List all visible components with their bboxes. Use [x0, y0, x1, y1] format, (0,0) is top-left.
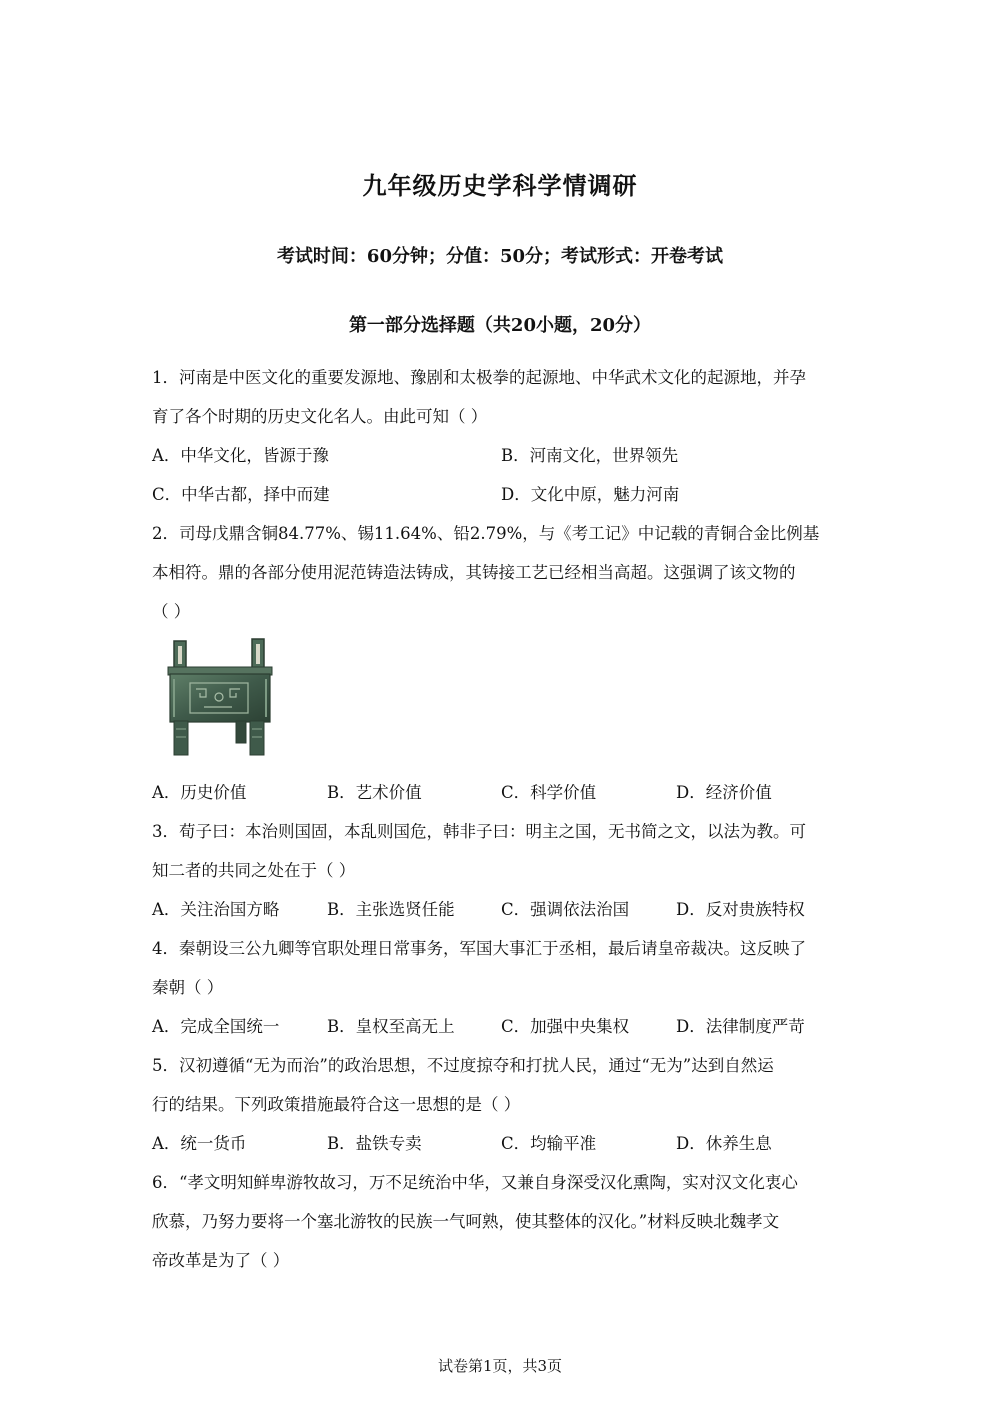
question-5-line-2: 行的结果。下列政策措施最符合这一思想的是（ ）: [152, 1095, 521, 1114]
question-4-option-b: B．皇权至高无上: [327, 1017, 455, 1036]
exam-info: 考试时间：60分钟；分值：50分；考试形式：开卷考试: [276, 246, 724, 267]
question-4-option-d: D．法律制度严苛: [676, 1017, 805, 1036]
question-2-line-1: 2．司母戊鼎含铜84.77%、锡11.64%、铅2.79%，与《考工记》中记载的青铜合金比例基: [152, 524, 820, 543]
question-6-line-3: 帝改革是为了（ ）: [152, 1251, 290, 1270]
question-3-option-a: A．关注治国方略: [152, 900, 280, 919]
question-6-line-1: 6．“孝文明知鲜卑游牧故习，万不足统治中华，又兼自身深受汉化熏陶，实对汉文化衷心: [152, 1173, 798, 1192]
question-5-option-d: D．休养生息: [676, 1134, 772, 1153]
question-5-option-a: A．统一货币: [152, 1134, 247, 1153]
question-3-option-b: B．主张选贤任能: [327, 900, 455, 919]
question-1-option-d: D．文化中原，魅力河南: [501, 485, 680, 504]
question-2-option-b: B．艺术价值: [327, 783, 422, 802]
question-1-option-c: C．中华古都，择中而建: [152, 485, 330, 504]
question-1-line-1: 1．河南是中医文化的重要发源地、豫剧和太极拳的起源地、中华武术文化的起源地，并孕: [152, 368, 806, 387]
question-3-line-2: 知二者的共同之处在于（ ）: [152, 861, 356, 880]
question-2-option-a: A．历史价值: [152, 783, 247, 802]
question-2-line-3: （ ）: [152, 602, 191, 621]
section-title: 第一部分选择题（共20小题，20分）: [348, 315, 652, 336]
question-5-option-c: C．均输平准: [501, 1134, 597, 1153]
question-3-option-d: D．反对贵族特权: [676, 900, 805, 919]
question-1-line-2: 育了各个时期的历史文化名人。由此可知（ ）: [152, 407, 488, 426]
question-4-option-a: A．完成全国统一: [152, 1017, 280, 1036]
question-2-line-2: 本相符。鼎的各部分使用泥范铸造法铸成，其铸接工艺已经相当高超。这强调了该文物的: [152, 563, 796, 582]
question-4-line-2: 秦朝（ ）: [152, 978, 224, 997]
question-3-line-1: 3．荀子曰：本治则国固，本乱则国危，韩非子曰：明主之国，无书简之文，以法为教。可: [152, 822, 806, 841]
question-3-option-c: C．强调依法治国: [501, 900, 630, 919]
question-1-option-a: A．中华文化，皆源于豫: [152, 446, 329, 465]
question-4-option-c: C．加强中央集权: [501, 1017, 630, 1036]
question-2-option-d: D．经济价值: [676, 783, 772, 802]
bronze-ding-image: [160, 637, 276, 759]
page-title: 九年级历史学科学情调研: [362, 171, 638, 200]
page-footer: 试卷第1页，共3页: [437, 1357, 563, 1375]
question-5-line-1: 5．汉初遵循“无为而治”的政治思想，不过度掠夺和打扰人民，通过“无为”达到自然运: [152, 1056, 774, 1075]
question-6-line-2: 欣慕，乃努力要将一个塞北游牧的民族一气呵熟，使其整体的汉化。”材料反映北魏孝文: [152, 1212, 780, 1231]
question-1-option-b: B．河南文化，世界领先: [501, 446, 679, 465]
question-4-line-1: 4．秦朝设三公九卿等官职处理日常事务，军国大事汇于丞相，最后请皇帝裁决。这反映了: [152, 939, 806, 958]
question-5-option-b: B．盐铁专卖: [327, 1134, 422, 1153]
question-2-option-c: C．科学价值: [501, 783, 597, 802]
